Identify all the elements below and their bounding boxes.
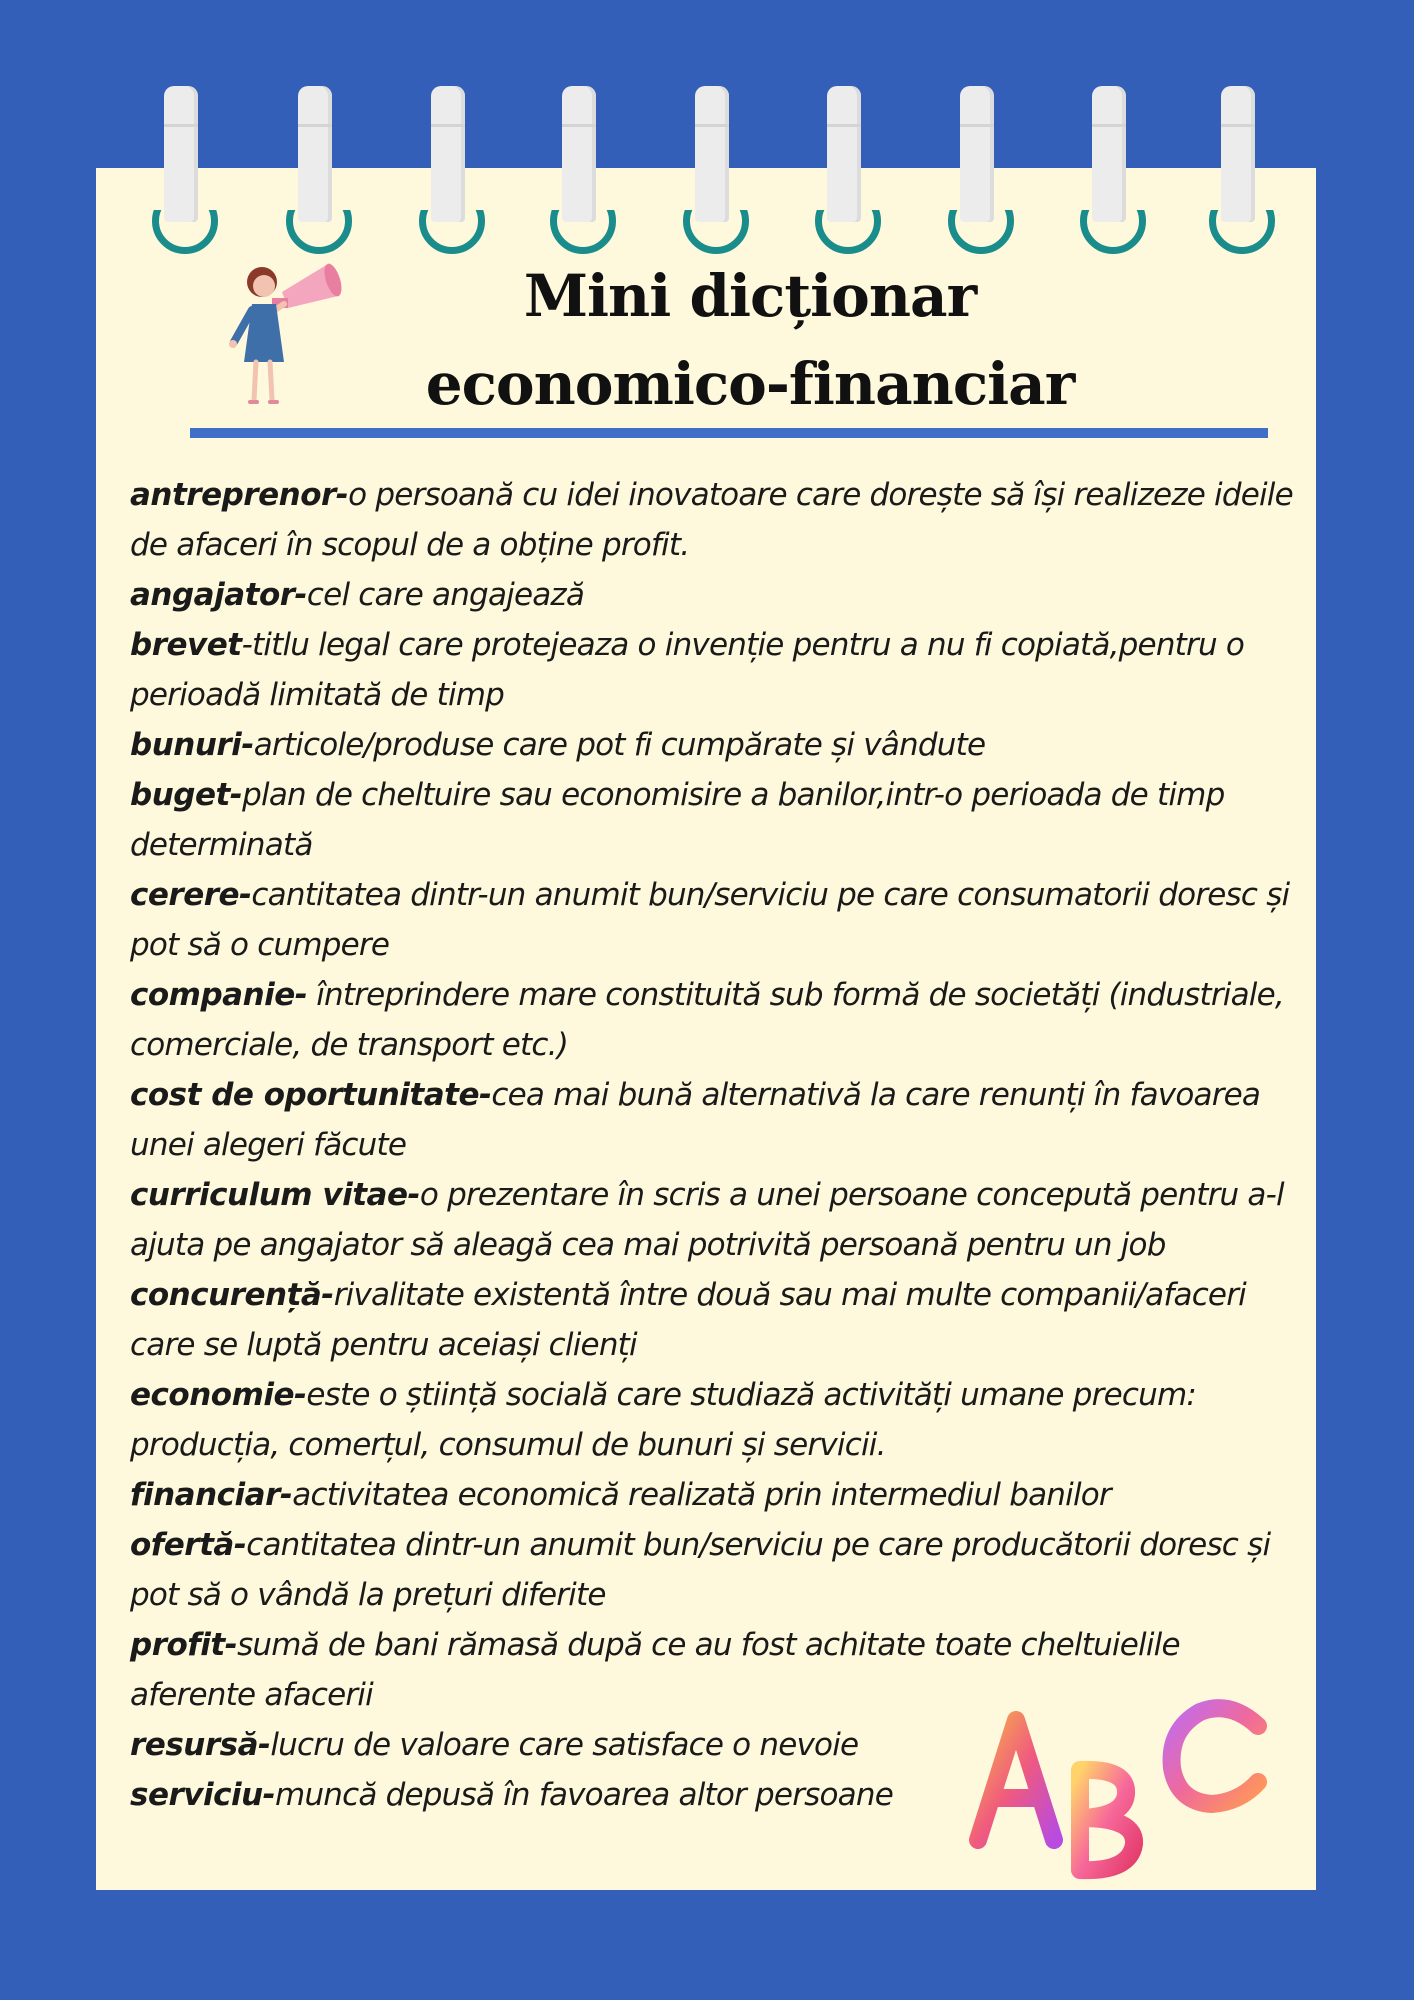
binding-ring xyxy=(548,86,610,254)
dictionary-entry xyxy=(130,620,1310,720)
entry-term: cost de oportunitate- xyxy=(130,1077,492,1113)
dictionary-entry xyxy=(130,720,1310,770)
dictionary-entry xyxy=(130,470,1310,570)
page-title xyxy=(330,252,1170,428)
binding-ring xyxy=(150,86,212,254)
dictionary-entry xyxy=(130,1270,1310,1370)
dictionary-entry xyxy=(130,1370,1310,1470)
entry-definition: întreprindere mare constituită sub formă de societăți (industriale, comerciale, de transport etc.) xyxy=(130,977,1284,1063)
title-line-1: Mini dicționar xyxy=(523,262,977,330)
entry-term: serviciu- xyxy=(130,1777,276,1813)
entry-definition: o persoană cu idei inovatoare care dorește să își realizeze ideile de afaceri în scopul de a obține profit. xyxy=(130,477,1293,563)
entry-definition: -titlu legal care protejeaza o invenție pentru a nu fi copiată,pentru o perioadă limitată de timp xyxy=(130,627,1245,713)
entry-term: bunuri- xyxy=(130,727,254,763)
entry-definition: o prezentare în scris a unei persoane concepută pentru a-l ajuta pe angajator să aleagă cea mai potrivită persoană pentru un job xyxy=(130,1177,1284,1263)
entry-definition: plan de cheltuire sau economisire a banilor,intr-o perioada de timp determinată xyxy=(130,777,1225,863)
dictionary-entry xyxy=(130,1520,1310,1620)
dictionary-entry xyxy=(130,1470,1310,1520)
binding-ring xyxy=(946,86,1008,254)
entry-term: angajator- xyxy=(130,577,307,613)
spiral-binding xyxy=(0,0,1414,260)
entry-definition: cel care angajează xyxy=(306,577,585,613)
binding-ring xyxy=(813,86,875,254)
entry-definition: sumă de bani rămasă după ce au fost achitate toate cheltuielile aferente afacerii xyxy=(130,1627,1180,1713)
entry-term: cerere- xyxy=(130,877,252,913)
title-underline xyxy=(190,428,1268,438)
binding-ring xyxy=(417,86,479,254)
dictionary-entry xyxy=(130,1070,1310,1170)
entry-term: economie- xyxy=(130,1377,307,1413)
binding-ring xyxy=(1207,86,1269,254)
entry-definition: articole/produse care pot fi cumpărate și vândute xyxy=(253,727,986,763)
abc-letters-icon xyxy=(968,1690,1278,1880)
entry-term: concurență- xyxy=(130,1277,334,1313)
dictionary-entry xyxy=(130,970,1310,1070)
entry-term: financiar- xyxy=(130,1477,293,1513)
dictionary-list xyxy=(130,470,1310,1820)
entry-term: buget- xyxy=(130,777,243,813)
dictionary-entry xyxy=(130,870,1310,970)
entry-term: antreprenor- xyxy=(130,477,349,513)
entry-term: resursă- xyxy=(130,1727,271,1763)
entry-term: profit- xyxy=(130,1627,238,1663)
title-line-2: economico-financiar xyxy=(425,350,1075,418)
entry-term: curriculum vitae- xyxy=(130,1177,420,1213)
entry-term: brevet xyxy=(130,627,242,663)
entry-term: ofertă- xyxy=(130,1527,247,1563)
entry-definition: lucru de valoare care satisface o nevoie xyxy=(270,1727,859,1763)
entry-definition: activitatea economică realizată prin intermediul banilor xyxy=(292,1477,1111,1513)
entry-definition: muncă depusă în favoarea altor persoane xyxy=(275,1777,893,1813)
entry-definition: este o știință socială care studiază activități umane precum: producția, comerțul, consumul de bunuri și servicii. xyxy=(130,1377,1196,1463)
binding-ring xyxy=(284,86,346,254)
entry-definition: cea mai bună alternativă la care renunți în favoarea unei alegeri făcute xyxy=(130,1077,1261,1163)
entry-term: companie- xyxy=(130,977,308,1013)
dictionary-entry xyxy=(130,770,1310,870)
dictionary-entry xyxy=(130,1170,1310,1270)
entry-definition: rivalitate existentă între două sau mai multe companii/afaceri care se luptă pentru aceiași clienți xyxy=(130,1277,1246,1363)
dictionary-entry xyxy=(130,570,1310,620)
binding-ring xyxy=(1078,86,1140,254)
entry-definition: cantitatea dintr-un anumit bun/serviciu pe care producătorii doresc și pot să o vândă la prețuri diferite xyxy=(130,1527,1271,1613)
entry-definition: cantitatea dintr-un anumit bun/serviciu pe care consumatorii doresc și pot să o cumpere xyxy=(130,877,1290,963)
binding-ring xyxy=(681,86,743,254)
